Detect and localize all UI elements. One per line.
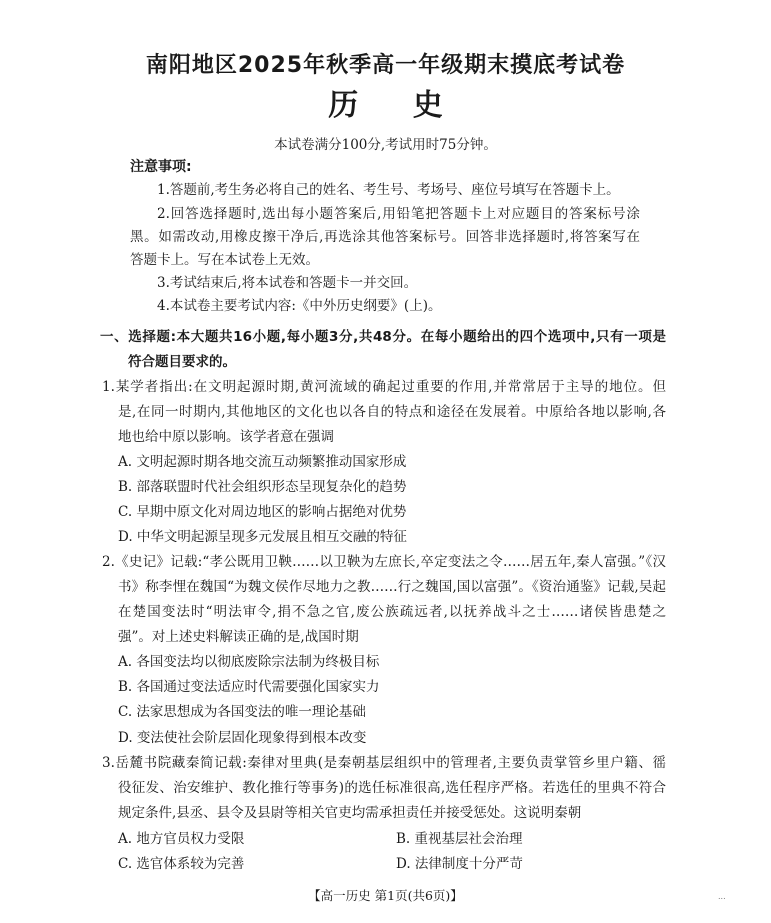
page-footer: 【高一历史 第1页(共6页)】 — [308, 888, 463, 903]
notice-item-3: 3.考试结束后,将本试卷和答题卡一并交回。 — [157, 275, 418, 291]
q1-stem-line-1: 1.某学者指出:在文明起源时期,黄河流域的确起过重要的作用,并常常居于主导的地位。但 — [102, 379, 666, 395]
notice-item-4: 4.本试卷主要考试内容:《中外历史纲要》(上)。 — [157, 298, 442, 314]
q2-option-b: B. 各国通过变法适应时代需要强化国家实力 — [118, 679, 380, 695]
q3-stem-line-3: 规定条件,县丞、县令及县尉等相关官吏均需承担责任并接受惩处。这说明秦朝 — [118, 805, 582, 821]
q2-option-a: A. 各国变法均以彻底废除宗法制为终极目标 — [118, 654, 380, 670]
q2-option-d: D. 变法使社会阶层固化现象得到根本改变 — [118, 730, 367, 746]
q1-option-c: C. 早期中原文化对周边地区的影响占据绝对优势 — [118, 504, 407, 520]
q1-option-b: B. 部落联盟时代社会组织形态呈现复杂化的趋势 — [118, 479, 407, 495]
notice-item-2-end: 答题卡上。写在本试卷上无效。 — [130, 252, 319, 268]
q3-option-c: C. 选官体系较为完善 — [118, 856, 245, 872]
exam-subject: 历 史 — [328, 88, 443, 123]
q1-stem-line-3: 地也给中原以影响。该学者意在强调 — [118, 429, 334, 445]
section-heading-cont: 符合题目要求的。 — [128, 354, 236, 370]
q1-stem-line-2: 是,在同一时期内,其他地区的文化也以各自的特点和途径在发展着。中原给各地以影响,各 — [118, 404, 666, 420]
q3-stem-line-2: 役征发、治安维护、教化推行等事务)的选任标准很高,选任程序严格。若选任的里典不符合 — [118, 780, 666, 796]
q2-stem-line-3: 在楚国变法时“明法审令,捐不急之官,废公族疏远者,以抚养战斗之士……诸侯皆患楚之 — [118, 604, 666, 620]
q1-option-a: A. 文明起源时期各地交流互动频繁推动国家形成 — [118, 454, 407, 470]
q2-stem-line-4: 强”。对上述史料解读正确的是,战国时期 — [118, 629, 359, 645]
notice-item-2-cont: 黑。如需改动,用橡皮擦干净后,再选涂其他答案标号。回答非选择题时,将答案写在 — [130, 229, 640, 245]
corner-mark: ... — [718, 892, 726, 901]
notice-item-2: 2.回答选择题时,选出每小题答案后,用铅笔把答题卡上对应题目的答案标号涂 — [157, 206, 640, 222]
q3-option-a: A. 地方官员权力受限 — [118, 831, 245, 847]
section-heading: 一、选择题:本大题共16小题,每小题3分,共48分。在每小题给出的四个选项中,只有一项是 — [100, 329, 666, 345]
exam-title: 南阳地区2025年秋季高一年级期末摸底考试卷 — [145, 53, 626, 78]
q3-stem-line-1: 3.岳麓书院藏秦简记载:秦律对里典(是秦朝基层组织中的管理者,主要负责掌管乡里户籍、徭 — [102, 755, 666, 771]
notice-heading: 注意事项: — [130, 159, 192, 175]
q1-option-d: D. 中华文明起源呈现多元发展且相互交融的特征 — [118, 529, 407, 545]
q3-option-d: D. 法律制度十分严苛 — [396, 856, 523, 872]
exam-intro: 本试卷满分100分,考试用时75分钟。 — [274, 137, 497, 153]
q2-stem-line-1: 2.《史记》记载:“孝公既用卫鞅……以卫鞅为左庶长,卒定变法之令……居五年,秦人富强。”《汉 — [102, 554, 666, 570]
q2-option-c: C. 法家思想成为各国变法的唯一理论基础 — [118, 704, 366, 720]
notice-item-1: 1.答题前,考生务必将自己的姓名、考生号、考场号、座位号填写在答题卡上。 — [157, 182, 620, 198]
q2-stem-line-2: 书》称李悝在魏国“为魏文侯作尽地力之教……行之魏国,国以富强”。《资治通鉴》记载,吴起 — [118, 579, 666, 595]
q3-option-b: B. 重视基层社会治理 — [396, 831, 523, 847]
